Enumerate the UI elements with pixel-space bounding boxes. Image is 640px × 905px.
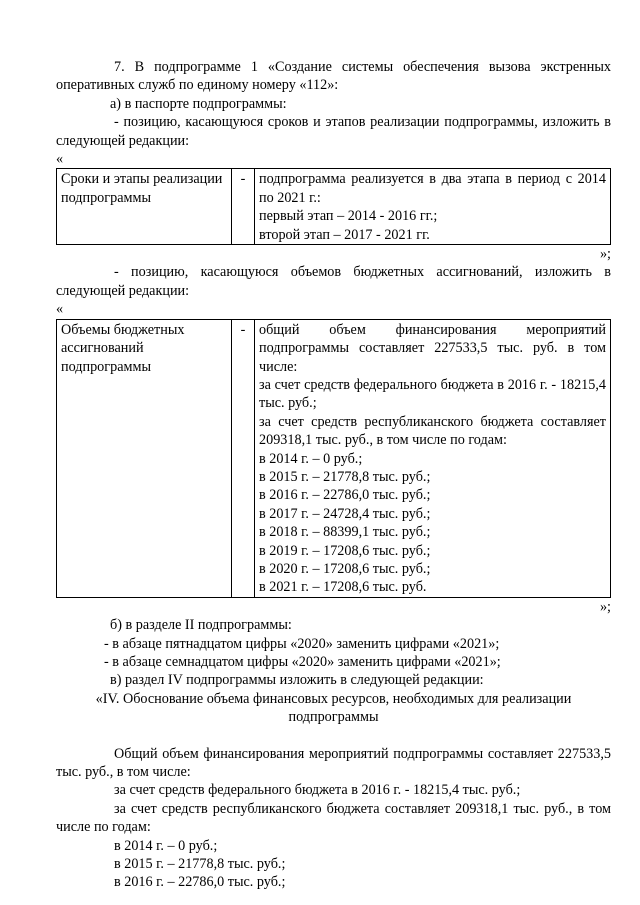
table-sroki-line: первый этап – 2014 - 2016 гг.;: [259, 208, 438, 225]
close-quote-1: »;: [599, 246, 611, 263]
table-sroki-line: второй этап – 2017 - 2021 гг.: [259, 226, 430, 243]
body-rep: за счет средств республиканского бюджета составляет 209318,1 тыс. руб., в том числе по годам:: [56, 800, 611, 836]
body-fed: за счет средств федерального бюджета в 2016 г. - 18215,4 тыс. руб.;: [114, 782, 521, 799]
item-a: а) в паспорте подпрограммы:: [110, 95, 287, 112]
table-sroki-dash: -: [232, 169, 255, 245]
spacer: [56, 727, 611, 745]
table-obem-line: в 2014 г. – 0 руб.;: [259, 450, 363, 467]
table-obem-dash: -: [232, 319, 255, 597]
item-b2: - в абзаце семнадцатом цифры «2020» заменить цифрами «2021»;: [104, 654, 501, 670]
table-obem-line: общий объем финансирования мероприятий подпрограммы составляет 227533,5 тыс. руб. в том числе:: [259, 321, 606, 375]
item-b1: - в абзаце пятнадцатом цифры «2020» заменить цифрами «2021»;: [104, 635, 500, 652]
document-page: [56, 58, 611, 892]
list-item: в 2014 г. – 0 руб.;: [114, 837, 218, 854]
table-obem-line: в 2018 г. – 88399,1 тыс. руб.;: [259, 524, 431, 541]
table-obem-line: за счет средств федерального бюджета в 2016 г. - 18215,4 тыс. руб.;: [259, 376, 606, 412]
body-total: Общий объем финансирования мероприятий подпрограммы составляет 227533,5 тыс. руб., в том числе:: [56, 745, 611, 781]
open-quote-1: «: [56, 151, 64, 168]
table-obem-line: в 2021 г. – 17208,6 тыс. руб.: [259, 579, 427, 596]
item-b: б) в разделе II подпрограммы:: [110, 617, 292, 634]
list-item: в 2016 г. – 22786,0 тыс. руб.;: [114, 874, 286, 891]
table-obem-label: Объемы бюджетных ассигнований подпрограммы: [57, 319, 232, 597]
table-obem-line: в 2020 г. – 17208,6 тыс. руб.;: [259, 560, 431, 577]
table-obem-content: [255, 319, 611, 597]
section-title: «IV. Обоснование объема финансовых ресурсов, необходимых для реализации подпрограммы: [95, 690, 572, 726]
pos-obem-intro: - позицию, касающуюся объемов бюджетных ассигнований, изложить в следующей редакции:: [56, 264, 611, 299]
table-sroki-content: [255, 169, 611, 245]
table-obem: [56, 319, 611, 598]
table-obem-line: в 2015 г. – 21778,8 тыс. руб.;: [259, 468, 431, 485]
close-quote-2: »;: [599, 598, 611, 615]
table-obem-line: в 2016 г. – 22786,0 тыс. руб.;: [259, 487, 431, 504]
open-quote-2: «: [56, 301, 64, 318]
item-v: в) раздел IV подпрограммы изложить в следующей редакции:: [110, 672, 484, 689]
body-years-list: [56, 837, 611, 892]
table-sroki: [56, 168, 611, 245]
table-obem-line: в 2019 г. – 17208,6 тыс. руб.;: [259, 542, 431, 559]
list-item: в 2015 г. – 21778,8 тыс. руб.;: [114, 856, 286, 873]
table-obem-line: в 2017 г. – 24728,4 тыс. руб.;: [259, 505, 431, 522]
pos-sroki-intro: - позицию, касающуюся сроков и этапов реализации подпрограммы, изложить в следующей редакции:: [56, 114, 611, 149]
table-obem-line: за счет средств республиканского бюджета составляет 209318,1 тыс. руб., в том числе по годам:: [259, 413, 606, 449]
table-sroki-label: Сроки и этапы реализации подпрограммы: [57, 169, 232, 245]
para-7: 7. В подпрограмме 1 «Создание системы обеспечения вызова экстренных оперативных служб по единому номеру «112»:: [56, 59, 611, 94]
table-sroki-line: подпрограмма реализуется в два этапа в период с 2014 по 2021 г.:: [259, 171, 606, 206]
